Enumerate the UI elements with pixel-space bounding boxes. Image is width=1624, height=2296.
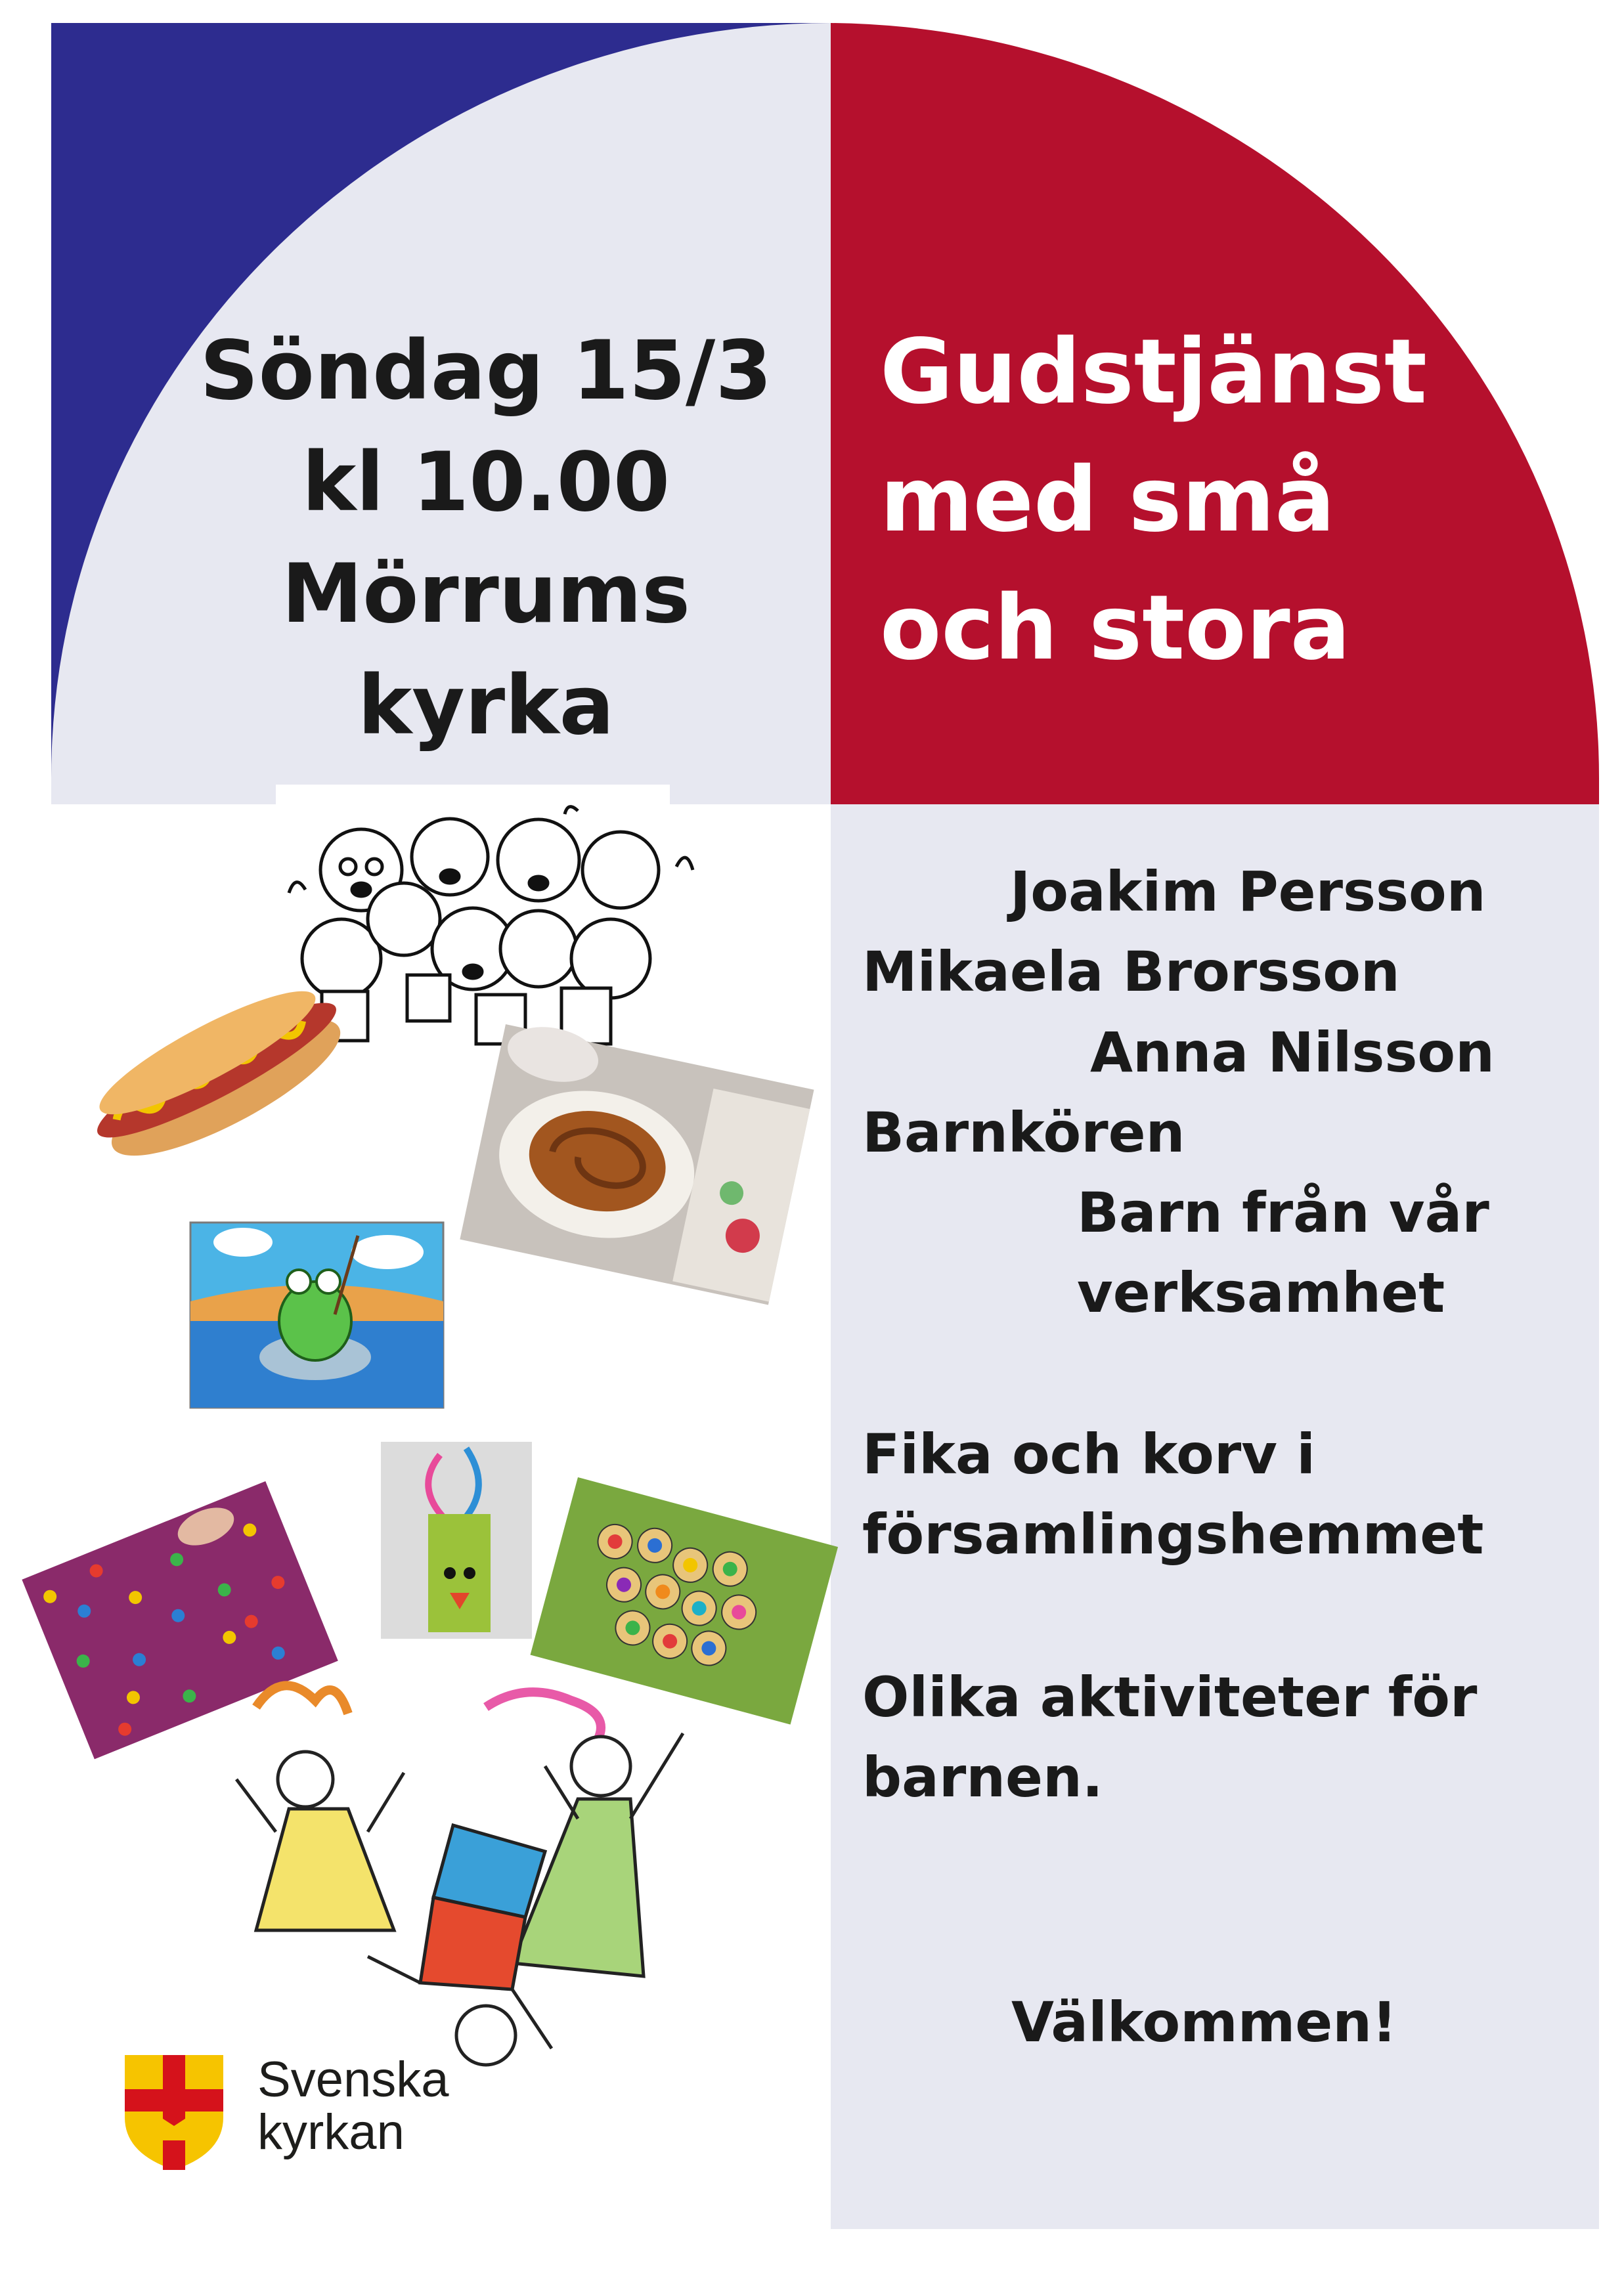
- participant-joakim: Joakim Persson: [1010, 859, 1486, 924]
- paper-bird-craft-photo: [381, 1442, 532, 1639]
- title-line-2: med små: [880, 448, 1336, 552]
- fika-line-2: församlingshemmet: [862, 1502, 1484, 1567]
- hama-beads-photo: [22, 1481, 338, 1759]
- logo-wordmark: [257, 2054, 449, 2159]
- participant-barn: Barn från vår: [1077, 1180, 1489, 1245]
- title-line-3: och stora: [880, 576, 1351, 680]
- title-line-1: Gudstjänst: [880, 320, 1427, 424]
- service-title: [880, 309, 1537, 693]
- participant-anna: Anna Nilsson: [1090, 1020, 1495, 1085]
- fika-line-1: Fika och korv i: [862, 1422, 1316, 1486]
- time-line: kl 10.00: [301, 435, 670, 530]
- church-shield-icon: [125, 2055, 223, 2170]
- participant-mikaela: Mikaela Brorsson: [862, 940, 1400, 1004]
- logo-line-1: Svenska: [257, 2052, 449, 2108]
- participant-verksamhet: verksamhet: [1077, 1261, 1445, 1325]
- welcome-text: Välkommen!: [1011, 1990, 1397, 2054]
- logo-line-2: kyrkan: [257, 2104, 405, 2160]
- white-notch: [276, 785, 670, 811]
- hotdog-clipart: [76, 966, 362, 1182]
- frog-fishing-drawing: [190, 1223, 443, 1408]
- participant-barnkoren: Barnkören: [862, 1100, 1185, 1165]
- activities-line-1: Olika aktiviteter för: [862, 1665, 1478, 1729]
- dancing-children-drawing: [236, 1685, 683, 2065]
- choir-drawing: [289, 807, 693, 1044]
- activities-line-2: barnen.: [862, 1745, 1103, 1809]
- date-location-block: [118, 315, 854, 762]
- date-line: Söndag 15/3: [200, 324, 772, 418]
- cinnamon-bun-photo: [460, 1018, 815, 1305]
- colored-pencils-photo: [531, 1477, 838, 1725]
- place-line-2: kyrka: [357, 659, 615, 753]
- place-line: Mörrums: [281, 547, 691, 641]
